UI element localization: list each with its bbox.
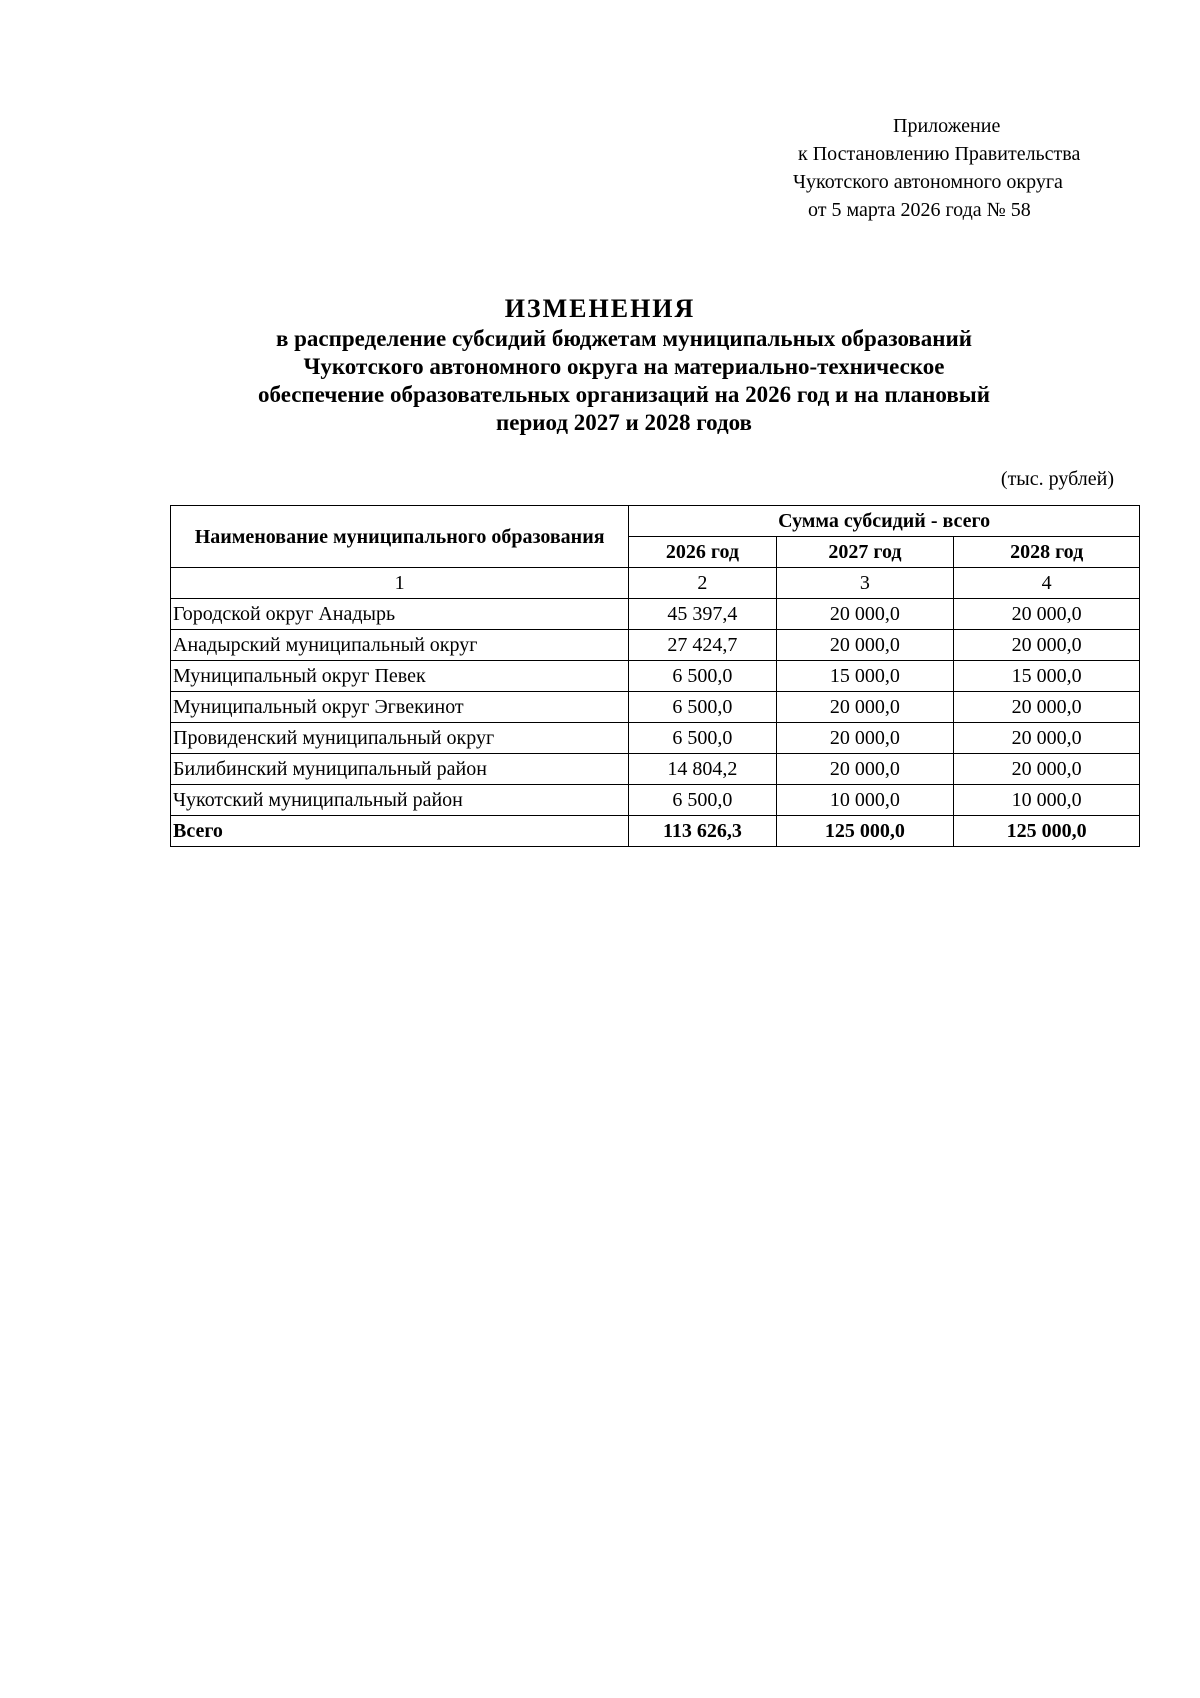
row-value-2027: 20 000,0: [776, 630, 954, 661]
appendix-line-4: от 5 марта 2026 года № 58: [808, 199, 1031, 221]
row-municipality: Анадырский муниципальный округ: [171, 630, 629, 661]
table-row: [171, 723, 1140, 754]
table-header-row: [171, 506, 1140, 537]
table-row: [171, 785, 1140, 816]
row-municipality: Провиденский муниципальный округ: [171, 723, 629, 754]
row-value-2028: 15 000,0: [954, 661, 1140, 692]
row-municipality: Муниципальный округ Эгвекинот: [171, 692, 629, 723]
table-row: [171, 661, 1140, 692]
column-number-row: [171, 568, 1140, 599]
total-2026: 113 626,3: [629, 816, 776, 847]
row-value-2026: 45 397,4: [629, 599, 776, 630]
row-value-2027: 20 000,0: [776, 723, 954, 754]
row-value-2026: 6 500,0: [629, 661, 776, 692]
header-subsidy-total: Сумма субсидий - всего: [629, 506, 1140, 537]
row-value-2027: 10 000,0: [776, 785, 954, 816]
row-value-2026: 6 500,0: [629, 692, 776, 723]
table-total-row: [171, 816, 1140, 847]
title-heading: ИЗМЕНЕНИЯ: [504, 294, 696, 323]
row-value-2026: 27 424,7: [629, 630, 776, 661]
row-value-2027: 20 000,0: [776, 599, 954, 630]
appendix-block: [760, 112, 1160, 224]
row-value-2026: 6 500,0: [629, 785, 776, 816]
appendix-line-3: Чукотского автономного округа: [793, 171, 1063, 193]
header-year-2028: 2028 год: [954, 537, 1140, 568]
title-line-3: обеспечение образовательных организаций на 2026 год и на плановый: [258, 382, 990, 407]
table-row: [171, 692, 1140, 723]
title-line-4: период 2027 и 2028 годов: [496, 410, 752, 435]
column-number: 2: [629, 568, 776, 599]
row-municipality: Чукотский муниципальный район: [171, 785, 629, 816]
header-municipality: Наименование муниципального образования: [171, 506, 629, 568]
appendix-line-1: Приложение: [893, 115, 1001, 137]
subsidy-table: [170, 505, 1140, 847]
row-value-2028: 20 000,0: [954, 630, 1140, 661]
table-row: [171, 754, 1140, 785]
total-2027: 125 000,0: [776, 816, 954, 847]
row-value-2027: 20 000,0: [776, 754, 954, 785]
title-line-1: в распределение субсидий бюджетам муниципальных образований: [275, 326, 973, 351]
units-label: (тыс. рублей): [1000, 468, 1114, 490]
column-number: 3: [776, 568, 954, 599]
total-label: Всего: [171, 816, 629, 847]
row-value-2028: 20 000,0: [954, 692, 1140, 723]
total-2028: 125 000,0: [954, 816, 1140, 847]
column-number: 4: [954, 568, 1140, 599]
row-value-2028: 20 000,0: [954, 754, 1140, 785]
row-value-2028: 20 000,0: [954, 599, 1140, 630]
row-value-2026: 14 804,2: [629, 754, 776, 785]
title-line-2: Чукотского автономного округа на материально-техническое: [303, 354, 945, 379]
table-row: [171, 630, 1140, 661]
row-municipality: Муниципальный округ Певек: [171, 661, 629, 692]
row-municipality: Билибинский муниципальный район: [171, 754, 629, 785]
column-number: 1: [171, 568, 629, 599]
row-value-2028: 10 000,0: [954, 785, 1140, 816]
row-value-2028: 20 000,0: [954, 723, 1140, 754]
appendix-line-2: к Постановлению Правительства: [798, 143, 1081, 165]
document-title: [0, 293, 1200, 437]
row-municipality: Городской округ Анадырь: [171, 599, 629, 630]
row-value-2027: 15 000,0: [776, 661, 954, 692]
row-value-2027: 20 000,0: [776, 692, 954, 723]
row-value-2026: 6 500,0: [629, 723, 776, 754]
header-year-2027: 2027 год: [776, 537, 954, 568]
header-year-2026: 2026 год: [629, 537, 776, 568]
table-row: [171, 599, 1140, 630]
